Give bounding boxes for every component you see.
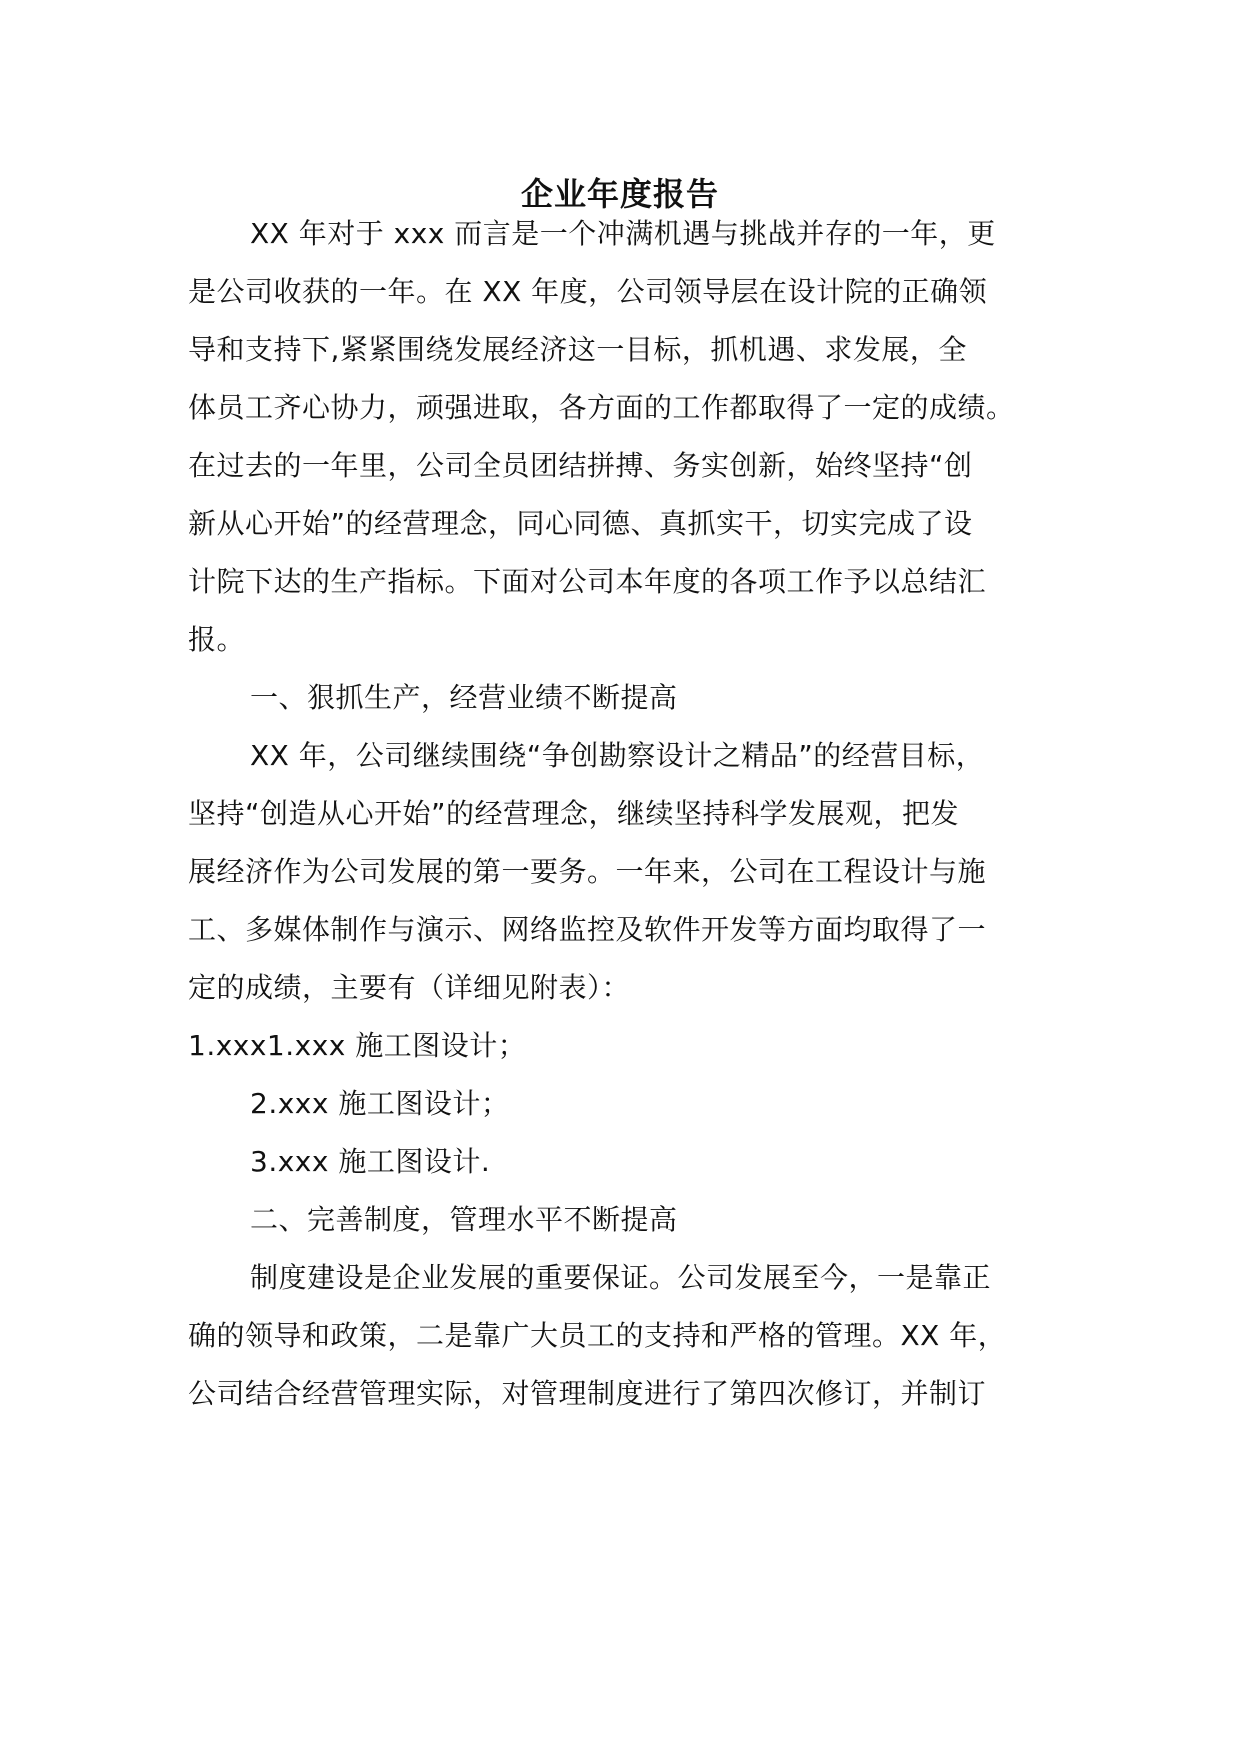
body-line: 工、多媒体制作与演示、网络监控及软件开发等方面均取得了一 — [188, 913, 987, 946]
body-line: 计院下达的生产指标。下面对公司本年度的各项工作予以总结汇 — [188, 565, 987, 598]
section-heading: 一、狠抓生产，经营业绩不断提高 — [250, 681, 678, 714]
body-line: 是公司收获的一年。在 XX 年度，公司领导层在设计院的正确领 — [188, 275, 988, 308]
body-line: 导和支持下,紧紧围绕发展经济这一目标，抓机遇、求发展，全 — [188, 333, 967, 366]
body-line: 体员工齐心协力，顽强进取，各方面的工作都取得了一定的成绩。 — [188, 391, 1015, 424]
body-line: 制度建设是企业发展的重要保证。公司发展至今，一是靠正 — [250, 1261, 992, 1294]
body-line: 坚持“创造从心开始”的经营理念，继续坚持科学发展观，把发 — [188, 797, 960, 830]
body-line: 定的成绩，主要有（详细见附表）： — [188, 971, 631, 1004]
document-title: 企业年度报告 — [520, 175, 719, 213]
body-line: 在过去的一年里，公司全员团结拼搏、务实创新，始终坚持“创 — [188, 449, 973, 482]
list-item: 3.xxx 施工图设计. — [250, 1145, 491, 1178]
body-line: 公司结合经营管理实际，对管理制度进行了第四次修订，并制订 — [188, 1377, 987, 1410]
body-line: 新从心开始”的经营理念，同心同德、真抓实干，切实完成了设 — [188, 507, 973, 540]
body-line: 确的领导和政策，二是靠广大员工的支持和严格的管理。XX 年， — [188, 1319, 1007, 1352]
list-item: 1.xxx1.xxx 施工图设计； — [188, 1029, 527, 1062]
list-item: 2.xxx 施工图设计； — [250, 1087, 510, 1120]
body-line: 展经济作为公司发展的第一要务。一年来，公司在工程设计与施 — [188, 855, 987, 888]
body-line: XX 年对于 xxx 而言是一个冲满机遇与挑战并存的一年，更 — [250, 217, 996, 250]
body-line: XX 年，公司继续围绕“争创勘察设计之精品”的经营目标， — [250, 739, 985, 772]
section-heading: 二、完善制度，管理水平不断提高 — [250, 1203, 678, 1236]
body-line: 报。 — [188, 623, 246, 656]
